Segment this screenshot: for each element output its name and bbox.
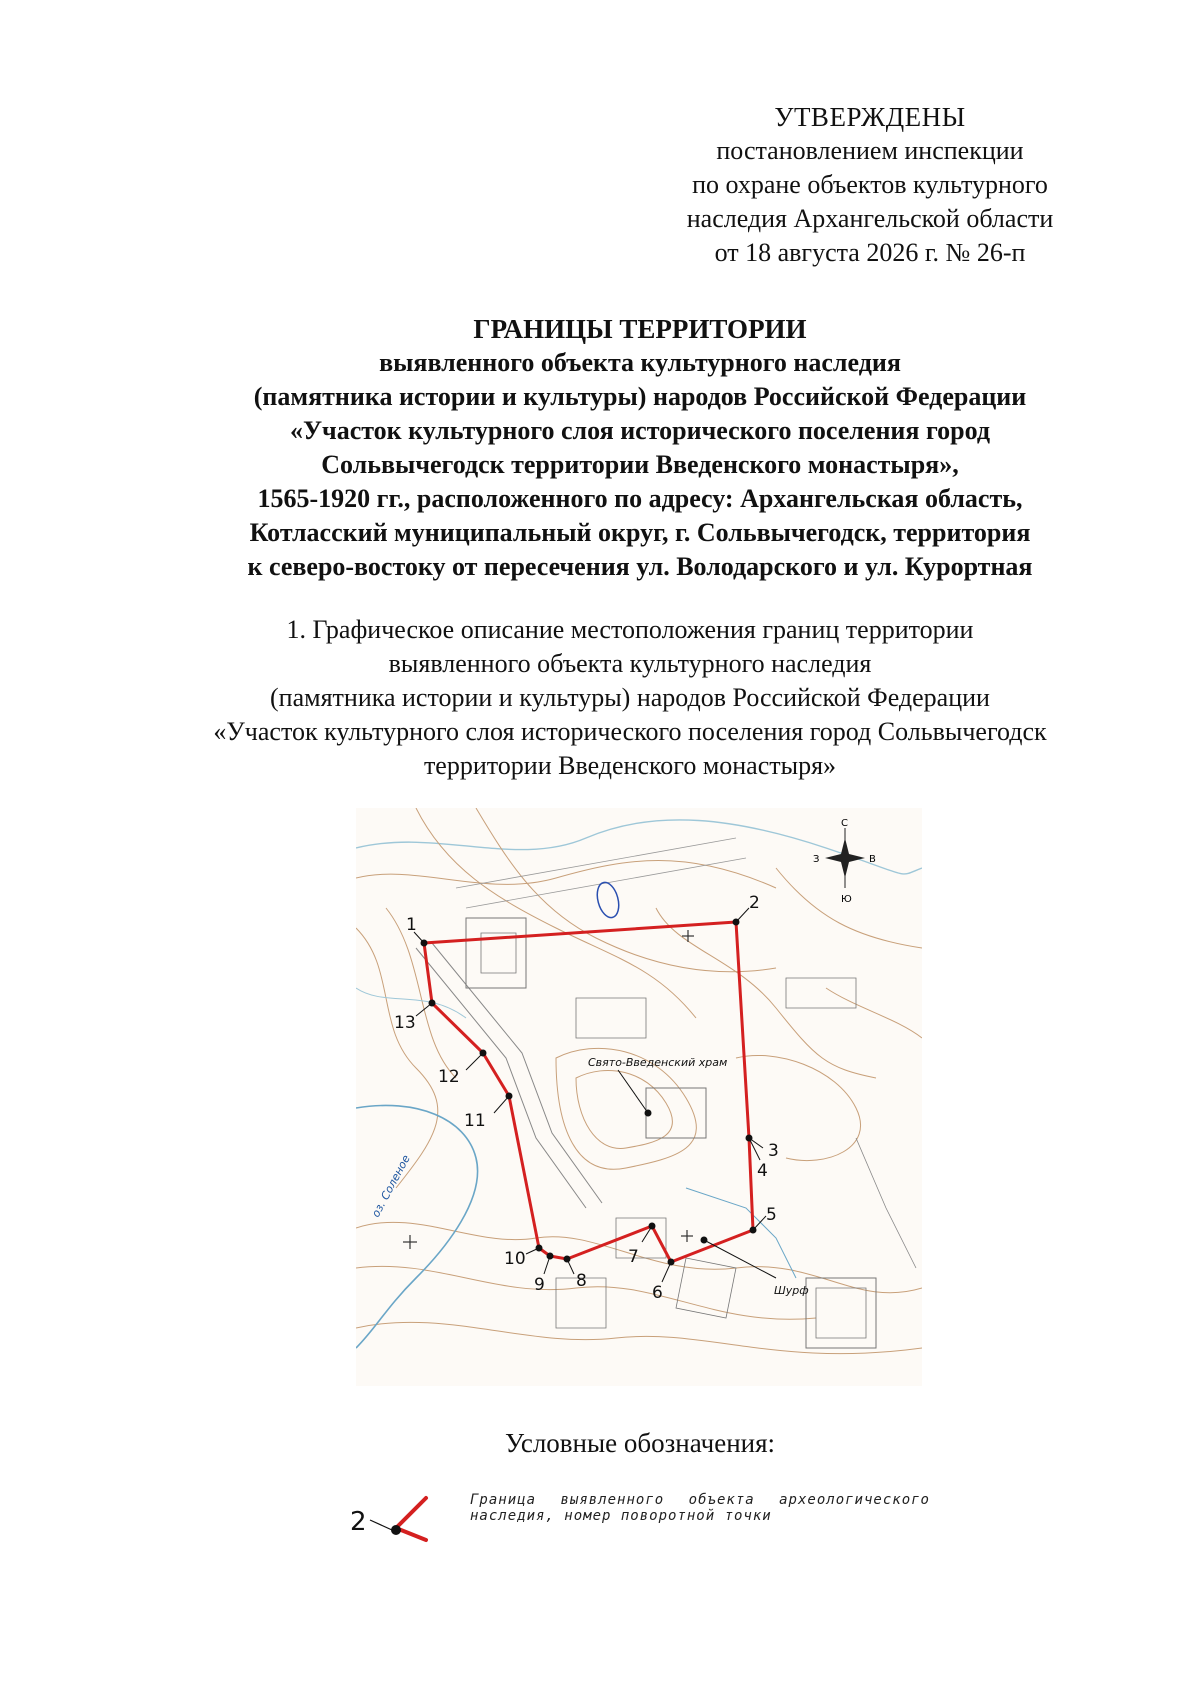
point-label-2: 2	[749, 893, 760, 913]
approval-line: наследия Архангельской области	[686, 204, 1054, 233]
point-label-8: 8	[576, 1271, 587, 1291]
legend-point-number: 2	[350, 1507, 367, 1537]
title-main: ГРАНИЦЫ ТЕРРИТОРИИ	[473, 314, 807, 344]
point-label-12: 12	[438, 1067, 460, 1087]
legend-description: Граница выявленного объекта археологического наследия, номер поворотной точки	[470, 1492, 930, 1524]
legend-symbol	[350, 1472, 460, 1552]
title-line: Котласский муниципальный округ, г. Сольвычегодск, территория	[249, 518, 1031, 547]
compass-west: З	[813, 854, 820, 865]
approval-date: от 18 августа 2026 г. № 26-п	[714, 238, 1026, 267]
section-line: (памятника истории и культуры) народов Российской Федерации	[270, 683, 990, 712]
title-line: 1565-1920 гг., расположенного по адресу: Архангельская область,	[257, 484, 1023, 513]
approval-line: постановлением инспекции	[716, 136, 1024, 165]
approval-heading: УТВЕРЖДЕНЫ	[774, 102, 966, 132]
title-line: к северо-востоку от пересечения ул. Володарского и ул. Курортная	[247, 552, 1033, 581]
leader-lines	[414, 908, 776, 1282]
boundary-polygon	[424, 922, 753, 1262]
document-title	[180, 312, 1100, 584]
section-line: выявленного объекта культурного наследия	[388, 649, 872, 678]
title-line: Сольвычегодск территории Введенского монастыря»,	[321, 450, 959, 479]
legend	[350, 1472, 950, 1552]
point-label-10: 10	[504, 1249, 526, 1269]
church-label: Свято-Введенский храм	[588, 1056, 728, 1069]
legend-title: Условные обозначения:	[504, 1428, 776, 1458]
title-line: «Участок культурного слоя исторического поселения город	[289, 416, 991, 445]
point-label-7: 7	[628, 1247, 639, 1267]
point-label-3: 3	[768, 1141, 779, 1161]
point-label-13: 13	[394, 1013, 416, 1033]
pit-label: Шурф	[774, 1284, 809, 1297]
compass-south: Ю	[841, 894, 852, 905]
section-line: «Участок культурного слоя исторического поселения город Сольвычегодск	[213, 717, 1047, 746]
point-label-4: 4	[757, 1161, 768, 1181]
lake-label: оз. Соленое	[369, 1152, 413, 1220]
compass-north: С	[841, 818, 848, 829]
point-label-6: 6	[652, 1283, 663, 1303]
title-line: выявленного объекта культурного наследия	[379, 348, 901, 377]
section-line: 1. Графическое описание местоположения границ территории	[286, 615, 974, 644]
compass-east: В	[869, 854, 876, 865]
point-label-5: 5	[766, 1205, 777, 1225]
point-label-11: 11	[464, 1111, 486, 1131]
section-heading	[150, 613, 1110, 783]
point-label-1: 1	[406, 915, 417, 935]
approval-block	[650, 100, 1090, 270]
title-line: (памятника истории и культуры) народов Российской Федерации	[253, 382, 1027, 411]
cross-markers	[403, 930, 694, 1249]
section-line: территории Введенского монастыря»	[423, 751, 837, 780]
boundary-map	[356, 808, 922, 1386]
approval-line: по охране объектов культурного	[692, 170, 1048, 199]
point-label-9: 9	[534, 1275, 545, 1295]
